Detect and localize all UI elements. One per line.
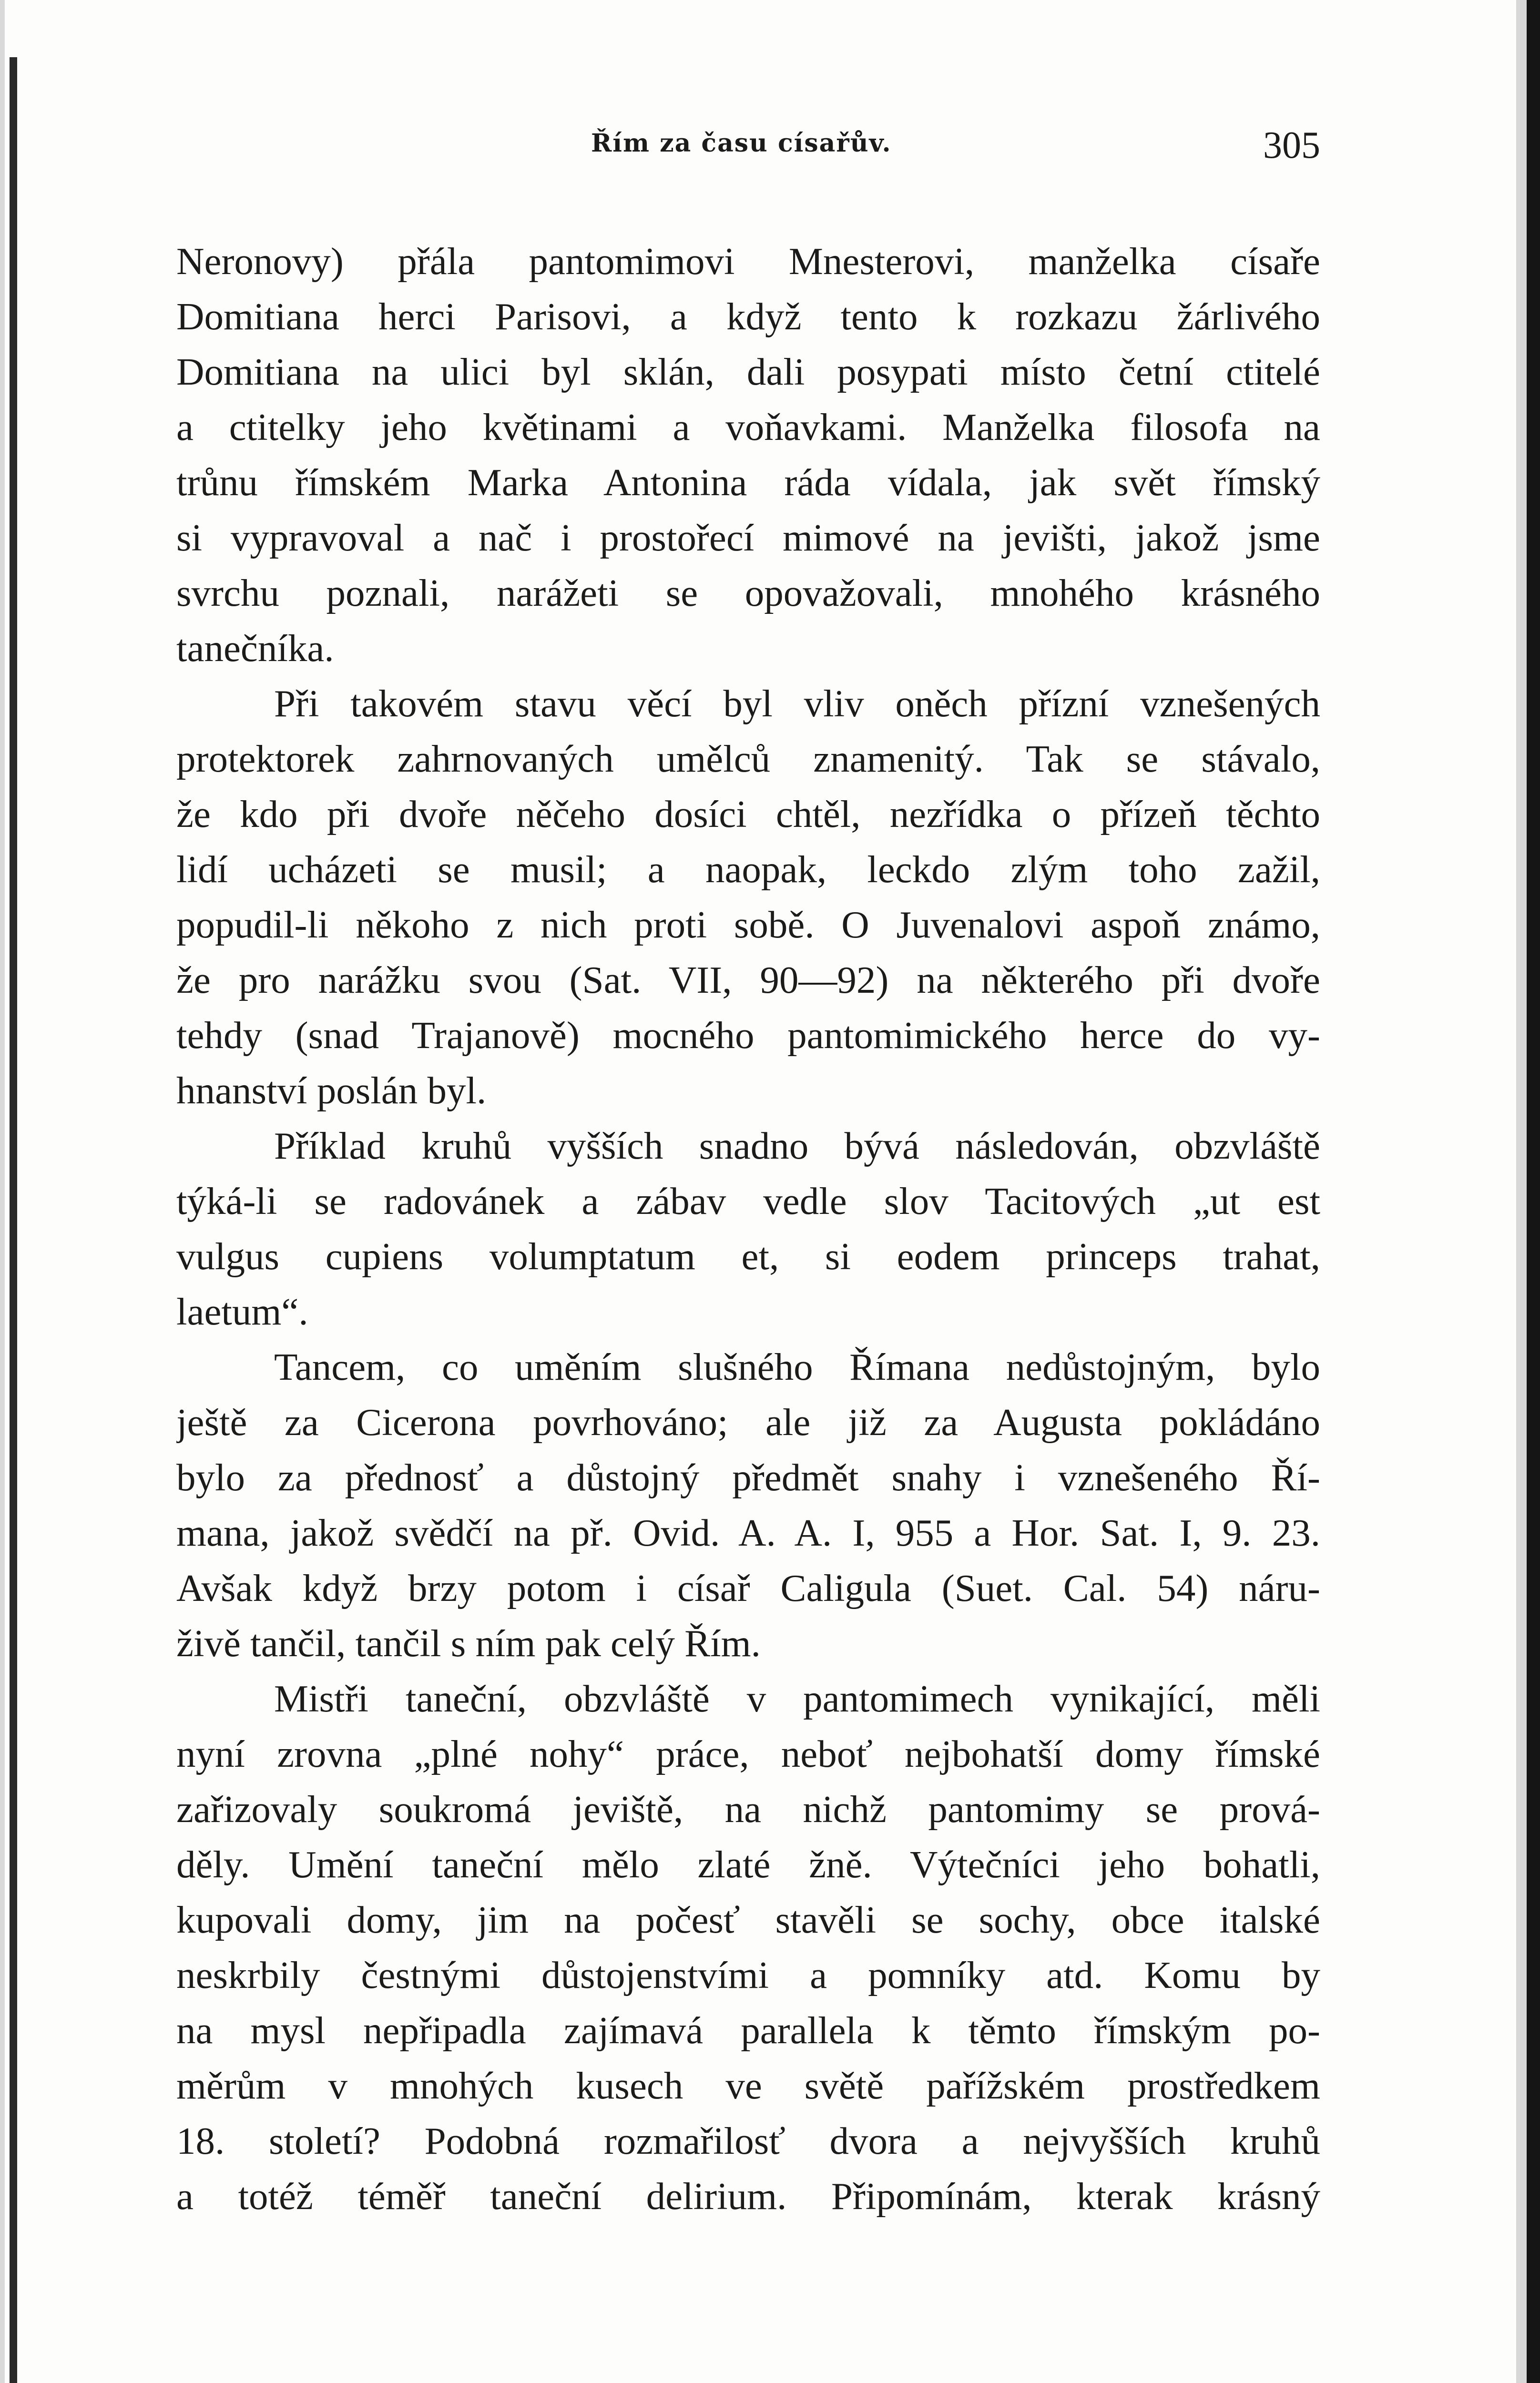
text-line: hnanství poslán byl. bbox=[176, 1069, 487, 1112]
paragraph bbox=[176, 1671, 1320, 2224]
text-line: týká-li se radovánek a zábav vedle slov Tacitových „ut est bbox=[176, 1180, 1320, 1222]
running-title: Řím za času císařův. bbox=[591, 129, 892, 158]
text-line: si vypravoval a nač i prostořecí mimové na jevišti, jakož jsme bbox=[176, 516, 1320, 559]
text-line: že kdo při dvoře něčeho dosíci chtěl, nezřídka o přízeň těchto bbox=[176, 793, 1320, 835]
text-line: Při takovém stavu věcí byl vliv oněch přízní vznešených bbox=[274, 682, 1320, 725]
page-number: 305 bbox=[1263, 124, 1320, 166]
text-line: Tancem, co uměním slušného Římana nedůstojným, bylo bbox=[274, 1345, 1320, 1388]
text-line: a ctitelky jeho květinami a voňavkami. Manželka filosofa na bbox=[176, 406, 1320, 448]
text-line: měrům v mnohých kusech ve světě pařížském prostředkem bbox=[176, 2064, 1320, 2107]
paragraph bbox=[176, 676, 1320, 1118]
text-line: Domitiana herci Parisovi, a když tento k rozkazu žárlivého bbox=[176, 295, 1320, 338]
text-line: bylo za přednosť a důstojný předmět snahy i vznešeného Ří- bbox=[176, 1456, 1320, 1499]
running-header bbox=[176, 119, 1320, 181]
text-line: mana, jakož svědčí na př. Ovid. A. A. I, 955 a Hor. Sat. I, 9. 23. bbox=[176, 1511, 1320, 1554]
text-line: trůnu římském Marka Antonina ráda vídala, jak svět římský bbox=[176, 461, 1320, 504]
book-right-edge bbox=[1527, 0, 1540, 2383]
page-right-margin-shadow bbox=[1516, 0, 1527, 2383]
paragraph bbox=[176, 1339, 1320, 1671]
text-line: laetum“. bbox=[176, 1290, 308, 1333]
book-page bbox=[176, 119, 1320, 2224]
text-line: děly. Umění taneční mělo zlaté žně. Výtečníci jeho bohatli, bbox=[176, 1843, 1320, 1886]
book-binding-edge bbox=[10, 57, 17, 2383]
text-line: tehdy (snad Trajanově) mocného pantomimického herce do vy- bbox=[176, 1014, 1320, 1057]
body-text bbox=[176, 234, 1320, 2224]
text-line: že pro narážku svou (Sat. VII, 90—92) na některého při dvoře bbox=[176, 958, 1320, 1001]
text-line: tanečníka. bbox=[176, 627, 334, 670]
text-line: kupovali domy, jim na počesť stavěli se sochy, obce italské bbox=[176, 1898, 1320, 1941]
text-line: vulgus cupiens volumptatum et, si eodem princeps trahat, bbox=[176, 1235, 1320, 1278]
text-line: na mysl nepřipadla zajímavá parallela k těmto římským po- bbox=[176, 2009, 1320, 2052]
text-line: nyní zrovna „plné nohy“ práce, neboť nejbohatší domy římské bbox=[176, 1732, 1320, 1775]
text-line: svrchu poznali, narážeti se opovažovali, mnohého krásného bbox=[176, 571, 1320, 614]
text-line: lidí ucházeti se musil; a naopak, leckdo zlým toho zažil, bbox=[176, 848, 1320, 891]
text-line: popudil-li někoho z nich proti sobě. O Juvenalovi aspoň známo, bbox=[176, 903, 1320, 946]
paragraph bbox=[176, 234, 1320, 676]
paragraph bbox=[176, 1118, 1320, 1339]
text-line: a totéž téměř taneční delirium. Připomínám, kterak krásný bbox=[176, 2175, 1320, 2218]
text-line: Neronovy) přála pantomimovi Mnesterovi, manželka císaře bbox=[176, 240, 1320, 283]
text-line: Mistři taneční, obzvláště v pantomimech vynikající, měli bbox=[274, 1677, 1320, 1720]
text-line: neskrbily čestnými důstojenstvími a pomníky atd. Komu by bbox=[176, 1954, 1320, 1996]
text-line: protektorek zahrnovaných umělců znamenitý. Tak se stávalo, bbox=[176, 737, 1320, 780]
text-line: zařizovaly soukromá jeviště, na nichž pantomimy se prová- bbox=[176, 1788, 1320, 1831]
text-line: Avšak když brzy potom i císař Caligula (Suet. Cal. 54) náru- bbox=[176, 1567, 1320, 1609]
page-left-margin-shadow bbox=[0, 0, 5, 2383]
text-line: ještě za Cicerona povrhováno; ale již za Augusta pokládáno bbox=[176, 1401, 1320, 1444]
text-line: Příklad kruhů vyšších snadno bývá následován, obzvláště bbox=[274, 1124, 1320, 1167]
text-line: 18. století? Podobná rozmařilosť dvora a nejvyšších kruhů bbox=[176, 2119, 1320, 2162]
text-line: Domitiana na ulici byl sklán, dali posypati místo četní ctitelé bbox=[176, 350, 1320, 393]
text-line: živě tančil, tančil s ním pak celý Řím. bbox=[176, 1622, 761, 1665]
